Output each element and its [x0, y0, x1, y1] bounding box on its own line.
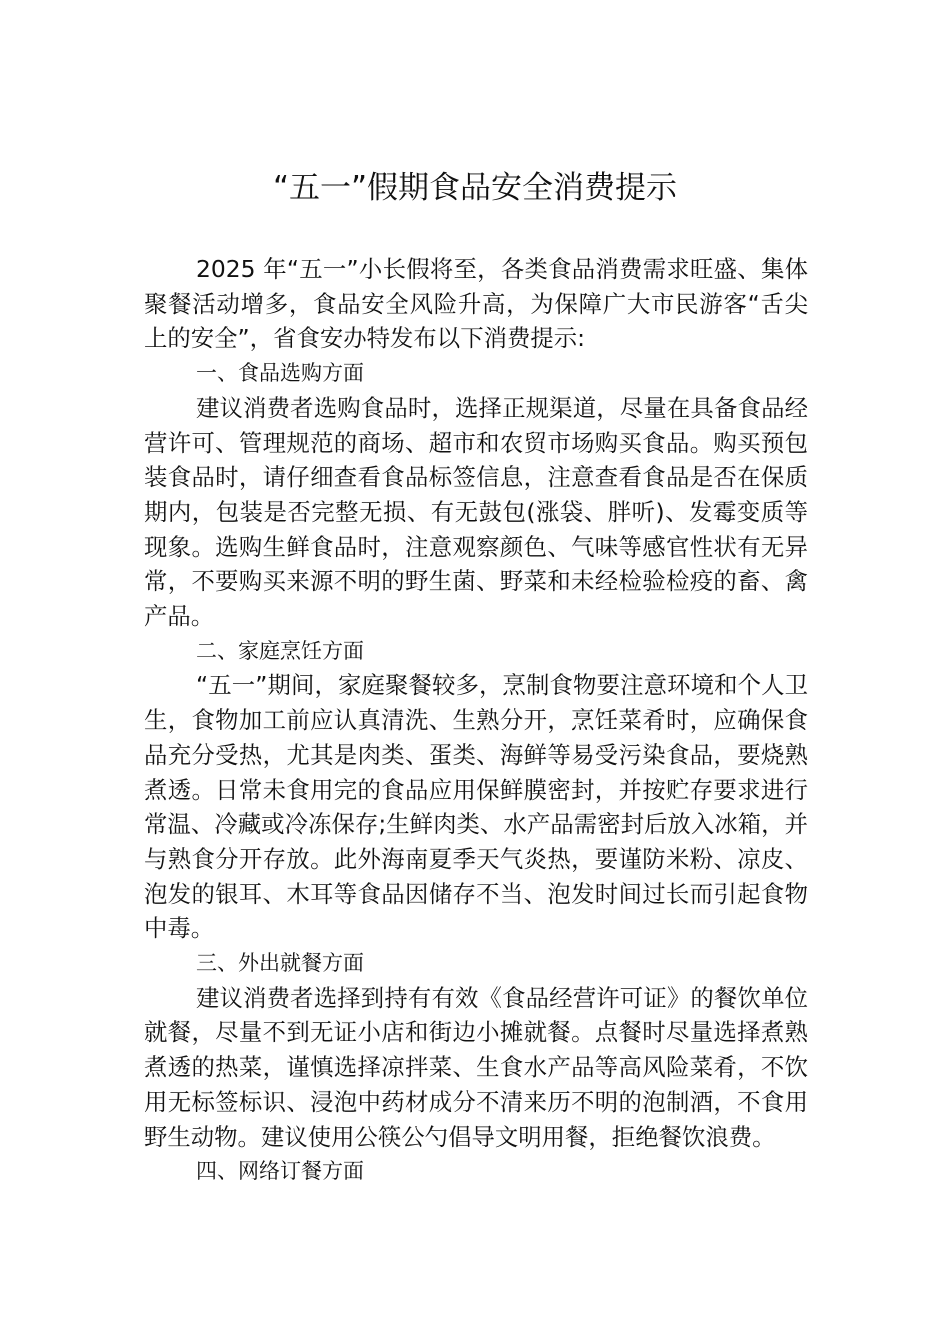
- section-heading-purchase: 一、食品选购方面: [196, 361, 364, 386]
- document-title: “五一”假期食品安全消费提示: [272, 170, 678, 206]
- section-body-home-cooking: “五一”期间，家庭聚餐较多，烹制食物要注意环境和个人卫生，食物加工前应认真清洗、生熟分开，烹饪菜肴时，应确保食品充分受热，尤其是肉类、蛋类、海鲜等易受污染食品，要烧熟煮透。日常未食用完的食品应用保鲜膜密封，并按贮存要求进行常温、冷藏或冷冻保存;生鲜肉类、水产品需密封后放入冰箱，并与熟食分开存放。此外海南夏季天气炎热，要谨防米粉、凉皮、泡发的银耳、木耳等食品因储存不当、泡发时间过长而引起食物中毒。: [144, 671, 808, 943]
- document-body: [144, 252, 808, 1189]
- section-heading-online-ordering: 四、网络订餐方面: [196, 1159, 364, 1184]
- section-body-dining-out: 建议消费者选择到持有有效《食品经营许可证》的餐饮单位就餐，尽量不到无证小店和街边小摊就餐。点餐时尽量选择煮熟煮透的热菜，谨慎选择凉拌菜、生食水产品等高风险菜肴，不饮用无标签标识、浸泡中药材成分不清来历不明的泡制酒，不食用野生动物。建议使用公筷公勺倡导文明用餐，拒绝餐饮浪费。: [144, 983, 808, 1151]
- section-heading-home-cooking: 二、家庭烹饪方面: [196, 638, 364, 663]
- section-heading-dining-out: 三、外出就餐方面: [196, 951, 364, 976]
- section-body-purchase: 建议消费者选购食品时，选择正规渠道，尽量在具备食品经营许可、管理规范的商场、超市和农贸市场购买食品。购买预包装食品时，请仔细查看食品标签信息，注意查看食品是否在保质期内，包装是否完整无损、有无鼓包(涨袋、胖听)、发霉变质等现象。选购生鲜食品时，注意观察颜色、气味等感官性状有无异常，不要购买来源不明的野生菌、野菜和未经检验检疫的畜、禽产品。: [144, 393, 808, 631]
- intro-paragraph: 2025 年“五一”小长假将至，各类食品消费需求旺盛、集体聚餐活动增多，食品安全风险升高，为保障广大市民游客“舌尖上的安全”，省食安办特发布以下消费提示:: [144, 255, 808, 353]
